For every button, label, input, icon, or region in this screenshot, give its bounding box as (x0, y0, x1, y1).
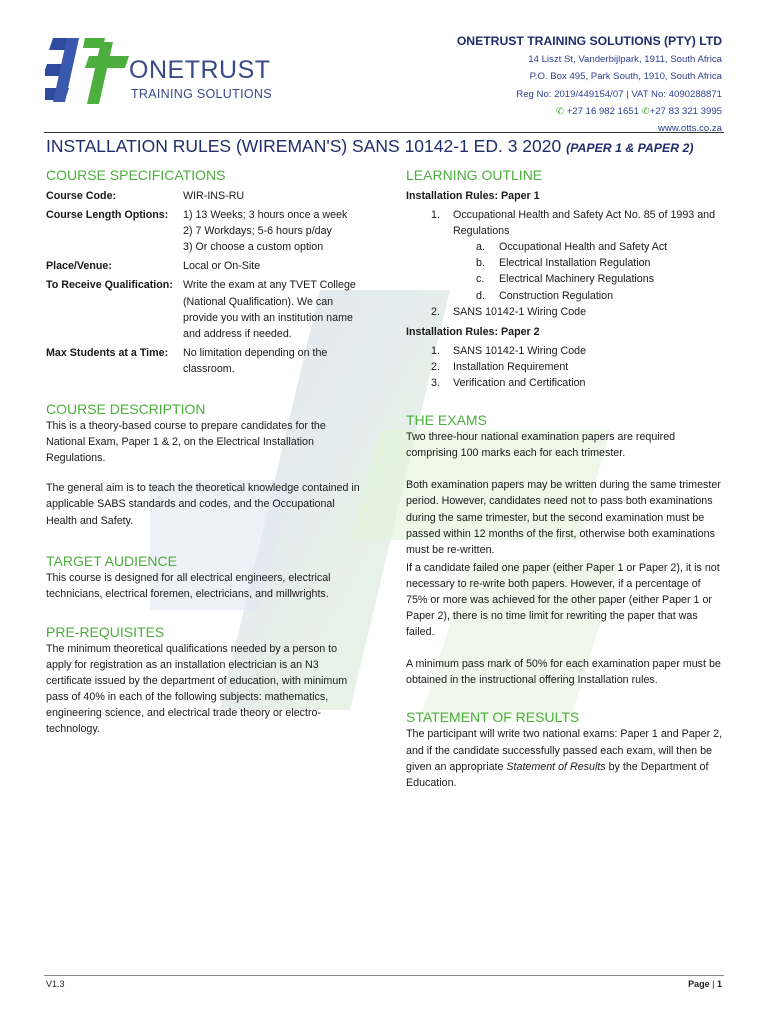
list-item: 2. Installation Requirement (431, 360, 569, 373)
whatsapp-icon: ✆ (555, 105, 565, 117)
left-column (46, 166, 364, 737)
paper1-list (406, 207, 724, 320)
right-column (406, 166, 724, 791)
company-details (457, 33, 722, 137)
pre-requisites-heading: PRE-REQUISITES (46, 623, 165, 640)
footer-divider (44, 975, 724, 976)
footer-page-number: Page | 1 (688, 979, 722, 989)
phone-icon: ✆ (641, 105, 650, 117)
list-item: 2. SANS 10142-1 Wiring Code (431, 305, 587, 318)
spec-label: Course Code: (46, 190, 117, 202)
list-item: a. Occupational Health and Safety Act (476, 241, 668, 254)
spec-label: To Receive Qualification: (46, 279, 173, 292)
logo-mark-icon (45, 34, 135, 114)
list-item: d. Construction Regulation (476, 289, 614, 302)
title-divider (44, 132, 724, 133)
list-item: b. Electrical Installation Regulation (476, 257, 651, 270)
spec-value: Local or On-Site (183, 260, 261, 273)
target-audience-paragraph: This course is designed for all electrical engineers, electrical technicians, electrical foremen, electricians, and millwrights. (46, 571, 331, 600)
exams-paragraph: If a candidate failed one paper (either Paper 1 or Paper 2), it is not necessary to re-write both papers. However, if a percentage of 75% or more was achieved for the other paper (either Paper 1 or Paper 2), there is no time limit for rewriting the paper that was failed. (406, 561, 720, 639)
company-address: 14 Liszt St, Vanderbijlpark, 1911, South Africa (528, 54, 722, 65)
statement-of-results-heading: STATEMENT OF RESULTS (406, 709, 580, 726)
document-subtitle: (PAPER 1 & PAPER 2) (566, 141, 694, 155)
logo-wordmark: ONETRUST (129, 56, 271, 84)
spec-row (46, 345, 364, 380)
paper2-list (406, 343, 724, 391)
spec-value: 1) 13 Weeks; 3 hours once a week 2) 7 Workdays; 5-6 hours p/day 3) Or choose a custom option (183, 209, 348, 254)
company-registration: Reg No: 2019/449154/07 | VAT No: 4090288871 (516, 88, 722, 100)
spec-row (46, 207, 364, 258)
exams-paragraph: Two three-hour national examination papers are required comprising 100 marks each for each trimester. (406, 431, 676, 460)
exams-heading: THE EXAMS (406, 412, 487, 429)
company-name: ONETRUST TRAINING SOLUTIONS (PTY) LTD (456, 34, 722, 48)
spec-value: Write the exam at any TVET College (National Qualification). We can provide you with an institution name and address if needed. (183, 279, 356, 340)
paper2-heading: Installation Rules: Paper 2 (406, 325, 540, 338)
spec-label: Place/Venue: (46, 260, 112, 273)
company-phones: ✆ +27 16 982 1651 ✆+27 83 321 3995 (555, 105, 722, 117)
spec-label: Max Students at a Time: (46, 346, 169, 359)
pre-requisites-paragraph: The minimum theoretical qualifications needed by a person to apply for registration as an installation electrician is an N3 certificate issued by the department of education, with minimum pass of 40% in each of the following subjects: mathematics, engineering science, and electrical trade theory or electro-technology. (46, 642, 348, 736)
spec-value: No limitation depending on the classroom. (183, 346, 328, 375)
list-item: c. Electrical Machinery Regulations (476, 273, 655, 286)
footer-version: V1.3 (46, 979, 65, 989)
spec-row (46, 188, 364, 207)
course-description-heading: COURSE DESCRIPTION (46, 401, 206, 418)
company-po-box: P.O. Box 495, Park South, 1910, South Africa (529, 71, 722, 83)
company-website[interactable]: www.otts.co.za (658, 123, 722, 135)
exams-paragraph: Both examination papers may be written during the same trimester period. However, candidates need not to pass both examinations during the same trimester, but the second examination must be passed within 12 months of the first, otherwise both examinations must be re-written. (406, 479, 721, 556)
paper1-heading: Installation Rules: Paper 1 (406, 190, 540, 202)
list-item: 1. SANS 10142-1 Wiring Code (431, 344, 587, 357)
spec-row (46, 258, 364, 277)
course-description-paragraph: The general aim is to teach the theoretical knowledge contained in applicable SABS standards and codes, and the Occupational Health and Safety. (46, 482, 360, 527)
exams-paragraph: A minimum pass mark of 50% for each examination paper must be obtained in the instructional offering Installation rules. (406, 658, 721, 687)
list-item: 1. Occupational Health and Safety Act No. 85 of 1993 and Regulations (431, 209, 716, 238)
document-title: INSTALLATION RULES (WIREMAN'S) SANS 10142-1 ED. 3 2020 (PAPER 1 & PAPER 2) (46, 136, 694, 156)
course-specifications-heading: COURSE SPECIFICATIONS (46, 167, 226, 183)
course-description-paragraph: This is a theory-based course to prepare candidates for the National Exam, Paper 1 & 2, on the Electrical Installation Regulations. (46, 420, 326, 465)
logo-tagline: TRAINING SOLUTIONS (131, 87, 272, 101)
statement-of-results-paragraph: The participant will write two national exams: Paper 1 and Paper 2, and if the candidate successfully passed each exam, will then be given an appropriate Statement of Results by the Department of Education. (406, 728, 723, 789)
learning-outline-heading: LEARNING OUTLINE (406, 167, 543, 183)
spec-row (46, 277, 364, 344)
target-audience-heading: TARGET AUDIENCE (46, 552, 177, 569)
list-item: 3. Verification and Certification (431, 377, 586, 390)
spec-value: WIR-INS-RU (183, 190, 245, 202)
course-specifications-table (46, 188, 364, 380)
spec-label: Course Length Options: (46, 209, 169, 222)
